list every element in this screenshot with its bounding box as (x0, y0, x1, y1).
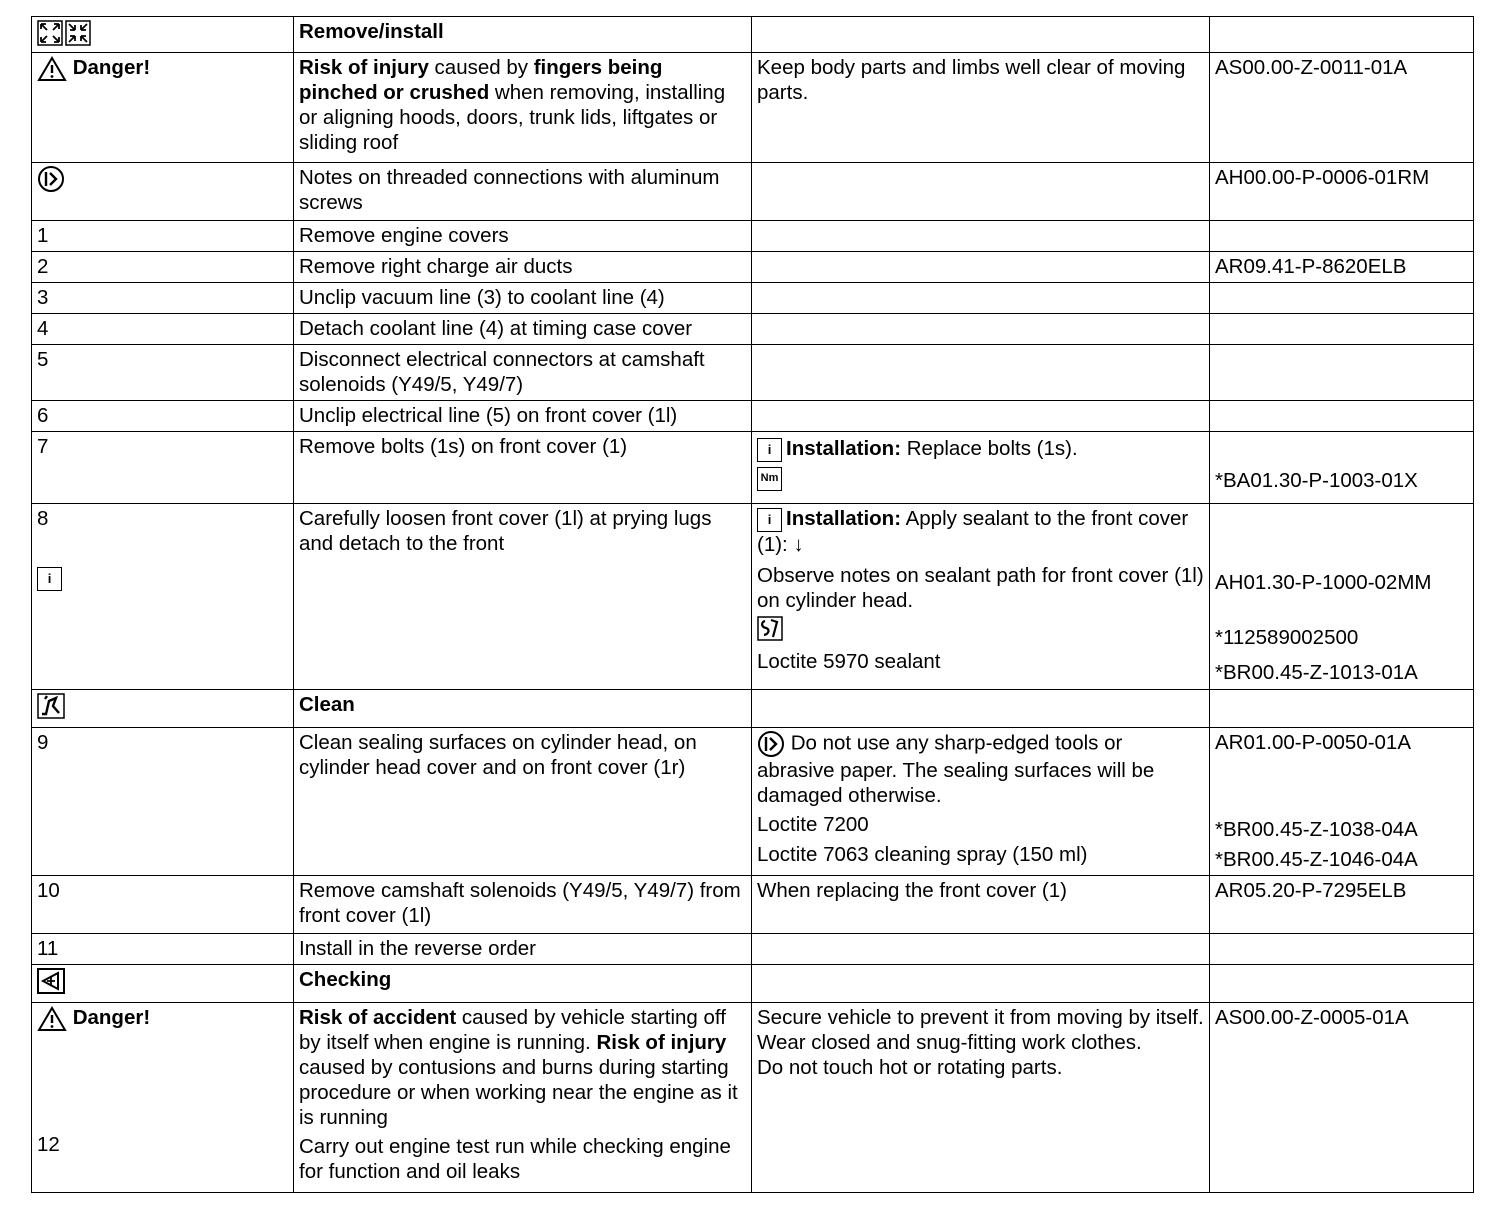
notes-text: Notes on threaded connections with aluminum screws (294, 163, 752, 221)
risk-label: Risk of injury (299, 56, 429, 79)
procedure-table (31, 16, 1474, 1193)
table-row-danger-pinch (32, 53, 1474, 163)
doc-reference-link[interactable] (1210, 283, 1474, 314)
step-text: Remove engine covers (294, 221, 752, 252)
agent-reference-link[interactable]: *BR00.45-Z-1046-04A (1215, 848, 1418, 871)
step-text: Remove bolts (1s) on front cover (1) (294, 432, 752, 504)
step-action: When replacing the front cover (1) (752, 876, 1210, 934)
cleaning-agent-2: Loctite 7063 cleaning spray (150 ml) (757, 843, 1088, 866)
clean-icon (37, 693, 65, 719)
installation-label: Installation: (786, 507, 902, 530)
tool-number-link[interactable]: *112589002500 (1215, 626, 1359, 649)
installation-label: Installation: (786, 437, 902, 460)
step-number: 7 (32, 432, 294, 504)
step-number: 1 (32, 221, 294, 252)
section-title-remove-install: Remove/install (294, 17, 752, 53)
table-row (32, 345, 1474, 401)
danger-label: Danger! (72, 1006, 151, 1029)
table-row-step-11 (32, 934, 1474, 965)
doc-reference-link[interactable]: AH01.30-P-1000-02MM (1215, 571, 1432, 594)
danger-action-3: Do not touch hot or rotating parts. (757, 1056, 1063, 1079)
section-title-checking: Checking (294, 965, 752, 1003)
torque-reference-link[interactable]: *BA01.30-P-1003-01X (1215, 469, 1418, 492)
doc-reference-link[interactable]: AR09.41-P-8620ELB (1210, 252, 1474, 283)
step-number: 12 (37, 1132, 60, 1156)
info-icon: i (757, 438, 782, 462)
remove-install-icon (37, 20, 91, 46)
doc-reference-link[interactable]: AR01.00-P-0050-01A (1215, 731, 1412, 754)
step-number: 2 (32, 252, 294, 283)
step-number: 4 (32, 314, 294, 345)
table-row-clean (32, 690, 1474, 728)
observe-note: Observe notes on sealant path for front cover (1l) on cylinder head. (757, 563, 1204, 612)
doc-reference-link[interactable] (1210, 401, 1474, 432)
step-text: Remove camshaft solenoids (Y49/5, Y49/7) from front cover (1l) (294, 876, 752, 934)
step-number: 3 (32, 283, 294, 314)
doc-reference-link[interactable]: AS00.00-Z-0005-01A (1210, 1003, 1474, 1193)
cleaning-agent-1: Loctite 7200 (757, 813, 869, 836)
step-text: Detach coolant line (4) at timing case cover (294, 314, 752, 345)
step-text: Carefully loosen front cover (1l) at prying lugs and detach to the front (294, 504, 752, 690)
step-text: Unclip vacuum line (3) to coolant line (4) (294, 283, 752, 314)
table-row-step-10 (32, 876, 1474, 934)
step-number: 6 (32, 401, 294, 432)
step-number: 9 (32, 728, 294, 876)
step-text: Unclip electrical line (5) on front cover (1l) (294, 401, 752, 432)
table-row-danger-accident (32, 1003, 1474, 1193)
checking-icon (37, 968, 65, 994)
table-row-checking (32, 965, 1474, 1003)
step-text: Remove right charge air ducts (294, 252, 752, 283)
risk-text: caused by vehicle starting off by itself when engine is running. (299, 1006, 726, 1054)
table-row-step-9 (32, 728, 1474, 876)
danger-action: Keep body parts and limbs well clear of moving parts. (752, 53, 1210, 163)
doc-reference-link[interactable] (1210, 221, 1474, 252)
risk-detail: when removing, installing or aligning hoods, doors, trunk lids, liftgates or sliding roof (299, 81, 726, 154)
doc-reference-link[interactable]: AH00.00-P-0006-01RM (1210, 163, 1474, 221)
sealant-text: Loctite 5970 sealant (757, 649, 941, 673)
table-row-remove-install (32, 17, 1474, 53)
risk-cause: fingers being pinched or crushed (299, 56, 663, 104)
info-icon: i (757, 508, 782, 532)
warning-triangle-icon (37, 56, 67, 82)
step-number: 11 (32, 934, 294, 965)
step-text: Carry out engine test run while checking engine for function and oil leaks (299, 1135, 731, 1183)
step-number: 5 (32, 345, 294, 401)
notes-circle-icon (757, 730, 785, 758)
danger-action-1: Secure vehicle to prevent it from moving by itself. (757, 1006, 1204, 1029)
danger-action-2: Wear closed and snug-fitting work clothes. (757, 1031, 1142, 1054)
warning-triangle-icon (37, 1006, 67, 1032)
doc-reference-link[interactable] (1210, 345, 1474, 401)
table-row (32, 221, 1474, 252)
sealant-reference-link[interactable]: *BR00.45-Z-1013-01A (1215, 661, 1418, 684)
table-row-step-7 (32, 432, 1474, 504)
step-number: 8 (37, 507, 49, 530)
table-row (32, 252, 1474, 283)
agent-reference-link[interactable]: *BR00.45-Z-1038-04A (1215, 818, 1418, 841)
doc-reference-link[interactable]: AS00.00-Z-0011-01A (1210, 53, 1474, 163)
caution-note: Do not use any sharp-edged tools or abrasive paper. The sealing surfaces will be damaged otherwise. (757, 731, 1155, 807)
arrow-down-icon: ↓ (793, 532, 804, 556)
table-row (32, 314, 1474, 345)
doc-reference-link[interactable]: AR05.20-P-7295ELB (1210, 876, 1474, 934)
step-number: 10 (32, 876, 294, 934)
step-text: Install in the reverse order (294, 934, 752, 965)
table-row (32, 283, 1474, 314)
section-title-clean: Clean (294, 690, 752, 728)
risk-text: caused by (428, 56, 534, 79)
risk-detail: caused by contusions and burns during starting procedure or when working near the engine as it is running (299, 1056, 738, 1129)
notes-circle-icon (37, 165, 65, 193)
installation-text: Apply sealant to the front cover (1): (757, 507, 1189, 556)
table-row-step-8 (32, 504, 1474, 690)
torque-nm-icon: Nm (757, 467, 782, 491)
doc-reference-link[interactable] (1210, 314, 1474, 345)
table-row (32, 401, 1474, 432)
installation-text: Replace bolts (1s). (901, 437, 1078, 460)
info-icon: i (37, 567, 62, 591)
risk-label-2: Risk of injury (596, 1031, 727, 1054)
step-text: Disconnect electrical connectors at camshaft solenoids (Y49/5, Y49/7) (294, 345, 752, 401)
table-row-notes (32, 163, 1474, 221)
danger-label: Danger! (72, 56, 151, 79)
step-text: Clean sealing surfaces on cylinder head, on cylinder head cover and on front cover (1r) (294, 728, 752, 876)
risk-label: Risk of accident (299, 1006, 457, 1029)
special-tool-icon (757, 616, 783, 641)
